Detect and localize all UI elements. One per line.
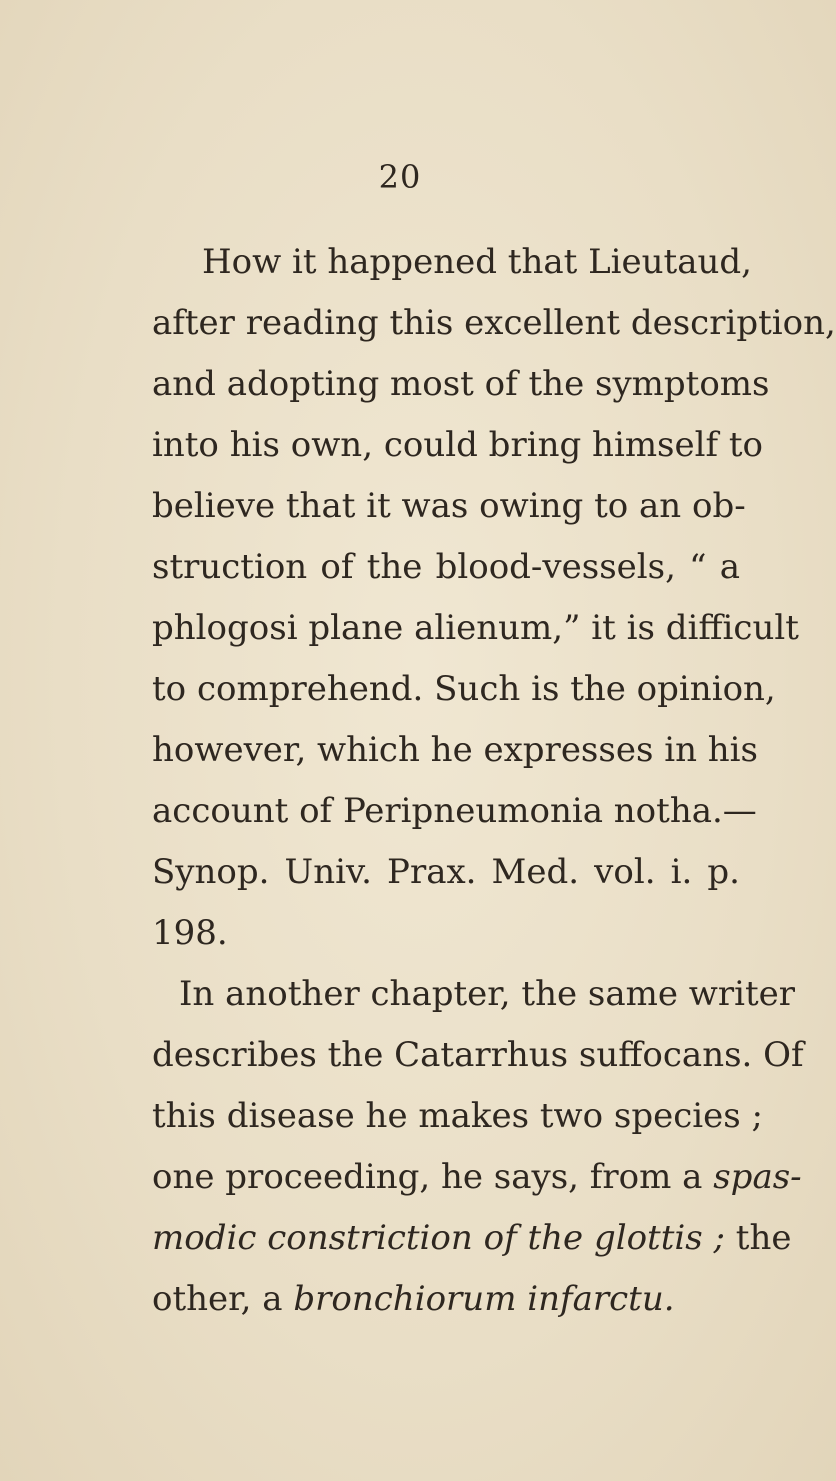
text-line: In another chapter, the same writer	[179, 974, 796, 1014]
text-line: into his own, could bring himself to	[152, 425, 764, 465]
text-line: How it happened that Lieutaud,	[202, 242, 752, 282]
page-number: 20	[378, 158, 422, 196]
text-line	[152, 1147, 802, 1208]
text-line: 198.	[152, 913, 228, 953]
text-line: to comprehend. Such is the opinion,	[152, 669, 776, 709]
text-line: account of Peripneumonia notha.—	[152, 791, 757, 831]
italic-run: spas-	[713, 1157, 802, 1197]
text-line: struction of the blood-vessels, “ a	[152, 547, 740, 587]
italic-run: bronchiorum infarctu.	[293, 1279, 675, 1319]
paragraph-2	[152, 964, 804, 1330]
text-line: believe that it was owing to an ob-	[152, 486, 746, 526]
body-text	[152, 232, 836, 1330]
text-run: other, a	[152, 1279, 294, 1319]
text-line: and adopting most of the symptoms	[152, 364, 770, 404]
text-run: one proceeding, he says, from a	[152, 1157, 714, 1197]
text-line: this disease he makes two species ;	[152, 1096, 763, 1136]
text-line: however, which he expresses in his	[152, 730, 759, 770]
paragraph-1	[152, 232, 836, 964]
text-line	[152, 1269, 740, 1330]
text-line	[152, 1208, 792, 1269]
italic-run: modic constriction of the glottis ;	[152, 1218, 725, 1258]
text-line: after reading this excellent description,	[152, 303, 836, 343]
text-run: the	[724, 1218, 792, 1258]
text-line: describes the Catarrhus suffocans. Of	[152, 1035, 804, 1075]
text-line: phlogosi plane alienum,” it is difficult	[152, 608, 799, 648]
text-line: Synop. Univ. Prax. Med. vol. i. p.	[152, 852, 740, 892]
